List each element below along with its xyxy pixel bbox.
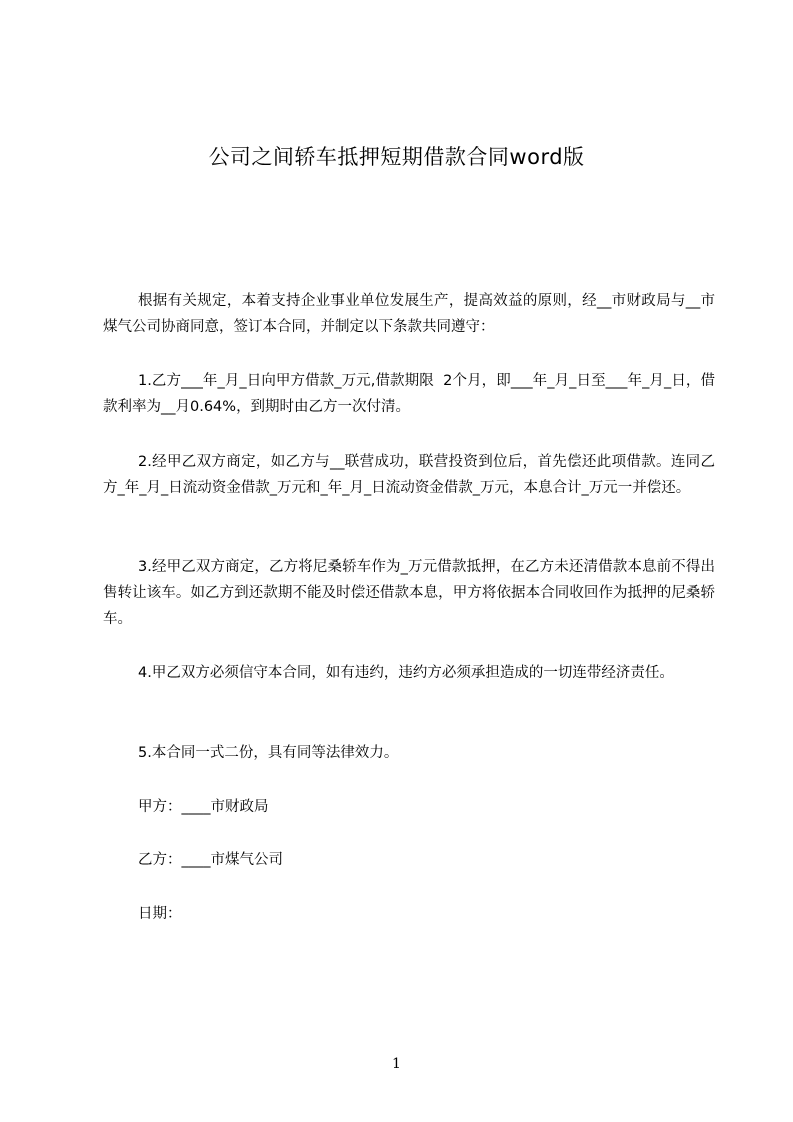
clause-2: 2.经甲乙双方商定，如乙方与__联营成功，联营投资到位后，首先偿还此项借款。连同乙方_年_月_日流动资金借款_万元和_年_月_日流动资金借款_万元，本息合计_万元一并偿还。 (103, 454, 715, 496)
intro-paragraph: 根据有关规定，本着支持企业事业单位发展生产，提高效益的原则，经__市财政局与__市煤气公司协商同意，签订本合同，并制定以下条款共同遵守： (103, 293, 715, 335)
clause-4: 4.甲乙双方必须信守本合同，如有违约，违约方必须承担造成的一切连带经济责任。 (138, 665, 674, 681)
clause-3: 3.经甲乙双方商定，乙方将尼桑轿车作为_万元借款抵押，在乙方未还清借款本息前不得出售转让该车。如乙方到还款期不能及时偿还借款本息，甲方将依据本合同收回作为抵押的尼桑轿车。 (103, 559, 715, 627)
document-title: 公司之间轿车抵押短期借款合同word版 (208, 145, 585, 169)
party-b-signature: 乙方：____市煤气公司 (138, 852, 283, 868)
clause-5: 5.本合同一式二份，具有同等法律效力。 (138, 745, 399, 761)
date-label: 日期： (138, 906, 182, 922)
party-a-signature: 甲方：____市财政局 (138, 799, 269, 815)
clause-1: 1.乙方___年_月_日向甲方借款_万元,借款期限 2个月，即___年_月_日至___年_月_日，借款利率为__月0.64%，到期时由乙方一次付清。 (103, 373, 715, 415)
page-number: 1 (392, 1056, 401, 1072)
